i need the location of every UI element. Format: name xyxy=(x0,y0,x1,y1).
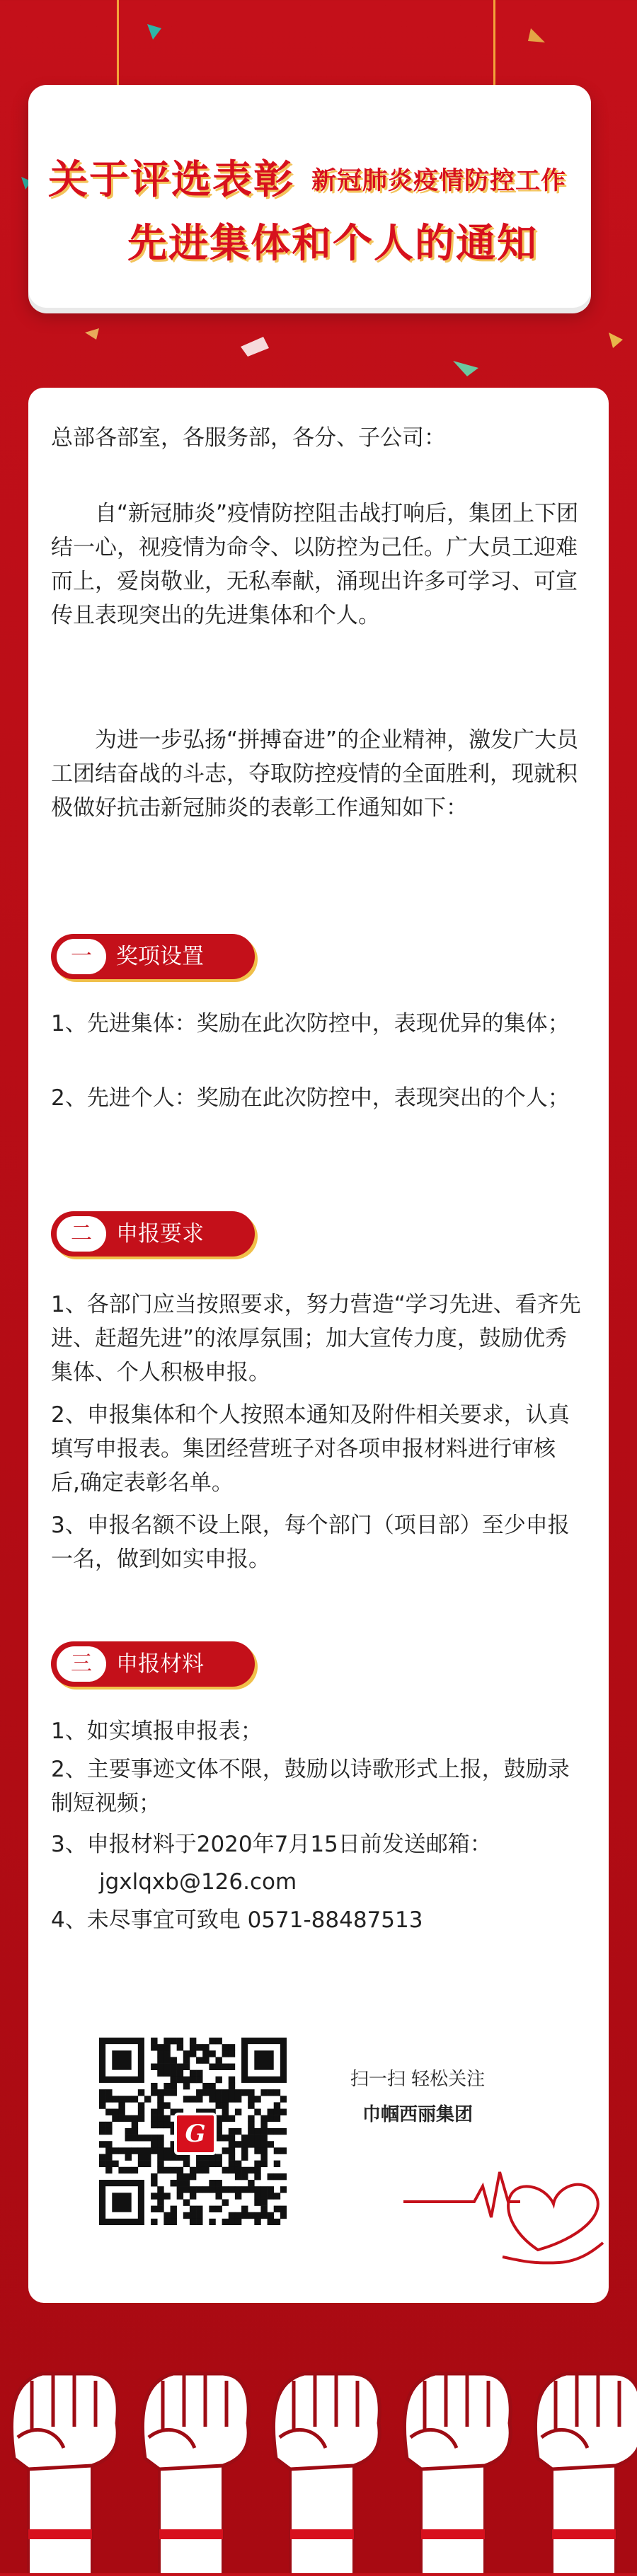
list-item: 2、先进个人：奖励在此次防控中，表现突出的个人； xyxy=(51,1085,570,1111)
section-title: 奖项设置 xyxy=(116,944,204,969)
section-header-awards xyxy=(51,934,255,979)
list-item: 4、未尽事宜可致电 0571-88487513 xyxy=(51,1907,423,1933)
scan-prompt: 扫一扫 轻松关注 xyxy=(350,2069,486,2090)
section-number: 三 xyxy=(57,1646,106,1682)
list-item: 1、各部门应当按照要求，努力营造“学习先进、看齐先进、赶超先进”的浓厚氛围；加大宣传力度，鼓励优秀集体、个人积极申报。 xyxy=(51,1292,581,1385)
intro-paragraph-1: 自“新冠肺炎”疫情防控阻击战打响后，集团上下团结一心，视疫情为命令、以防控为己任。广大员工迎难而上，爱岗敬业，无私奉献，涌现出许多可学习、可宣传且表现突出的先进集体和个人。 xyxy=(51,501,579,628)
title-line-1: 关于评选表彰 xyxy=(48,156,294,203)
email-link[interactable]: jgxlqxb@126.com xyxy=(99,1869,297,1895)
section-title: 申报材料 xyxy=(116,1651,204,1677)
intro-paragraph-2: 为进一步弘扬“拼搏奋进”的企业精神，激发广大员工团结奋战的斗志，夺取防控疫情的全面胜利，现就积极做好抗击新冠肺炎的表彰工作通知如下： xyxy=(51,727,579,821)
title-line-2: 新冠肺炎疫情防控工作 xyxy=(311,166,567,195)
section-title: 申报要求 xyxy=(116,1221,204,1247)
list-item: 3、申报名额不设上限，每个部门（项目部）至少申报一名，做到如实申报。 xyxy=(51,1513,570,1572)
section-number: 一 xyxy=(57,939,106,974)
section-header-materials xyxy=(51,1641,255,1687)
title-card xyxy=(28,85,591,308)
list-item: 1、先进集体：奖励在此次防控中，表现优异的集体； xyxy=(51,1011,570,1036)
section-number: 二 xyxy=(57,1216,106,1252)
title-line-3: 先进集体和个人的通知 xyxy=(127,220,538,267)
company-name: 巾帼西丽集团 xyxy=(362,2104,473,2125)
heartbeat-heart-icon xyxy=(396,2144,609,2278)
list-item: 2、申报集体和个人按照本通知及附件相关要求，认真填写申报表。集团经营班子对各项申报材料进行审核后,确定表彰名单。 xyxy=(51,1402,570,1496)
salutation: 总部各部室，各服务部，各分、子公司： xyxy=(51,425,446,451)
list-item: 1、如实填报申报表； xyxy=(51,1719,263,1744)
qr-code[interactable] xyxy=(99,2038,287,2225)
section-header-requirements xyxy=(51,1211,255,1257)
raised-fists-decoration xyxy=(0,2338,637,2573)
list-item: 3、申报材料于2020年7月15日前发送邮箱： xyxy=(51,1832,492,1857)
list-item: 2、主要事迹文体不限，鼓励以诗歌形式上报，鼓励录制短视频； xyxy=(51,1757,570,1816)
qr-logo-icon: G xyxy=(174,2113,217,2155)
